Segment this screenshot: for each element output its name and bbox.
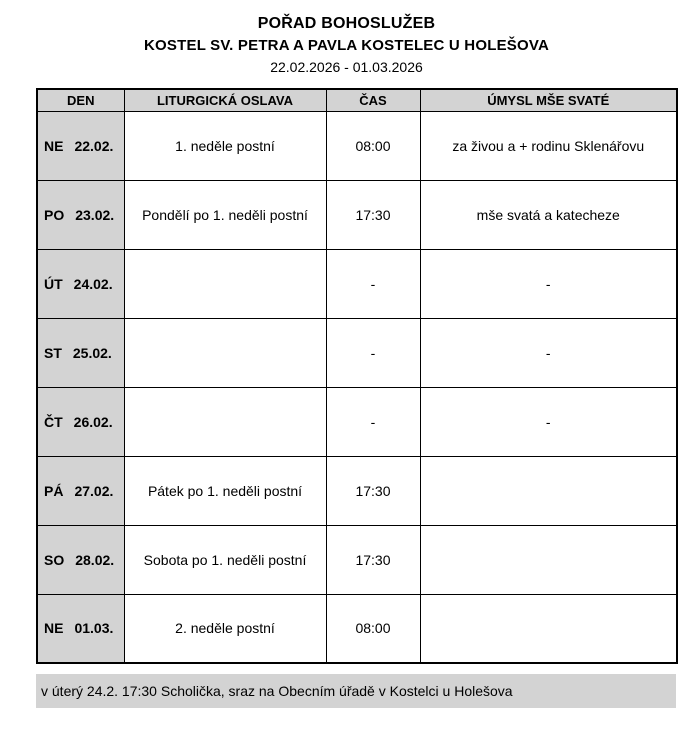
time-cell: -: [326, 387, 420, 456]
table-row: [37, 249, 677, 318]
day-cell: [37, 249, 124, 318]
table-row: [37, 456, 677, 525]
time-cell: 17:30: [326, 180, 420, 249]
column-header-den: DEN: [37, 89, 124, 111]
intention-cell: [420, 594, 677, 663]
intention-cell: za živou a + rodinu Sklenářovu: [420, 111, 677, 180]
day-cell: [37, 387, 124, 456]
intention-cell: [420, 525, 677, 594]
table-row: [37, 318, 677, 387]
time-cell: -: [326, 249, 420, 318]
table-row: [37, 594, 677, 663]
table-row: [37, 180, 677, 249]
liturgy-cell: [124, 249, 326, 318]
day-cell: [37, 318, 124, 387]
date-range: 22.02.2026 - 01.03.2026: [270, 59, 423, 75]
time-cell: 08:00: [326, 594, 420, 663]
day-abbr: ST: [44, 344, 62, 361]
time-cell: 17:30: [326, 525, 420, 594]
day-date: 28.02.: [75, 551, 115, 568]
day-date: 26.02.: [73, 413, 113, 430]
liturgy-cell: Sobota po 1. neděli postní: [124, 525, 326, 594]
announcement-note: v úterý 24.2. 17:30 Scholička, sraz na Obecním úřadě v Kostelci u Holešova: [36, 674, 676, 708]
day-abbr: SO: [44, 551, 65, 568]
day-date: 01.03.: [74, 620, 114, 637]
day-abbr: ÚT: [44, 275, 63, 292]
day-cell: [37, 111, 124, 180]
page-title: POŘAD BOHOSLUŽEB: [257, 15, 436, 32]
day-abbr: PÁ: [44, 482, 64, 499]
day-date: 25.02.: [72, 344, 112, 361]
intention-cell: -: [420, 318, 677, 387]
document-header: [0, 0, 693, 75]
liturgy-cell: Pondělí po 1. neděli postní: [124, 180, 326, 249]
column-header-oslava: LITURGICKÁ OSLAVA: [124, 89, 326, 111]
day-abbr: NE: [44, 137, 64, 154]
day-abbr: PO: [44, 206, 65, 223]
day-date: 22.02.: [74, 137, 114, 154]
table-header-row: [37, 89, 677, 111]
day-date: 24.02.: [73, 275, 113, 292]
day-cell: [37, 525, 124, 594]
intention-cell: [420, 456, 677, 525]
time-cell: 08:00: [326, 111, 420, 180]
table-row: [37, 525, 677, 594]
day-cell: [37, 594, 124, 663]
column-header-cas: ČAS: [326, 89, 420, 111]
day-date: 27.02.: [74, 482, 114, 499]
liturgy-cell: 2. neděle postní: [124, 594, 326, 663]
day-date: 23.02.: [75, 206, 115, 223]
day-cell: [37, 180, 124, 249]
church-name: KOSTEL SV. PETRA A PAVLA KOSTELEC U HOLEŠOVA: [144, 37, 549, 54]
intention-cell: -: [420, 249, 677, 318]
table-row: [37, 387, 677, 456]
intention-cell: mše svatá a katecheze: [420, 180, 677, 249]
liturgy-cell: [124, 318, 326, 387]
liturgy-cell: 1. neděle postní: [124, 111, 326, 180]
column-header-umysl: ÚMYSL MŠE SVATÉ: [420, 89, 677, 111]
mass-schedule-table: [36, 88, 678, 664]
day-cell: [37, 456, 124, 525]
intention-cell: -: [420, 387, 677, 456]
time-cell: 17:30: [326, 456, 420, 525]
liturgy-cell: [124, 387, 326, 456]
day-abbr: NE: [44, 620, 64, 637]
liturgy-cell: Pátek po 1. neděli postní: [124, 456, 326, 525]
table-row: [37, 111, 677, 180]
day-abbr: ČT: [44, 413, 63, 430]
time-cell: -: [326, 318, 420, 387]
